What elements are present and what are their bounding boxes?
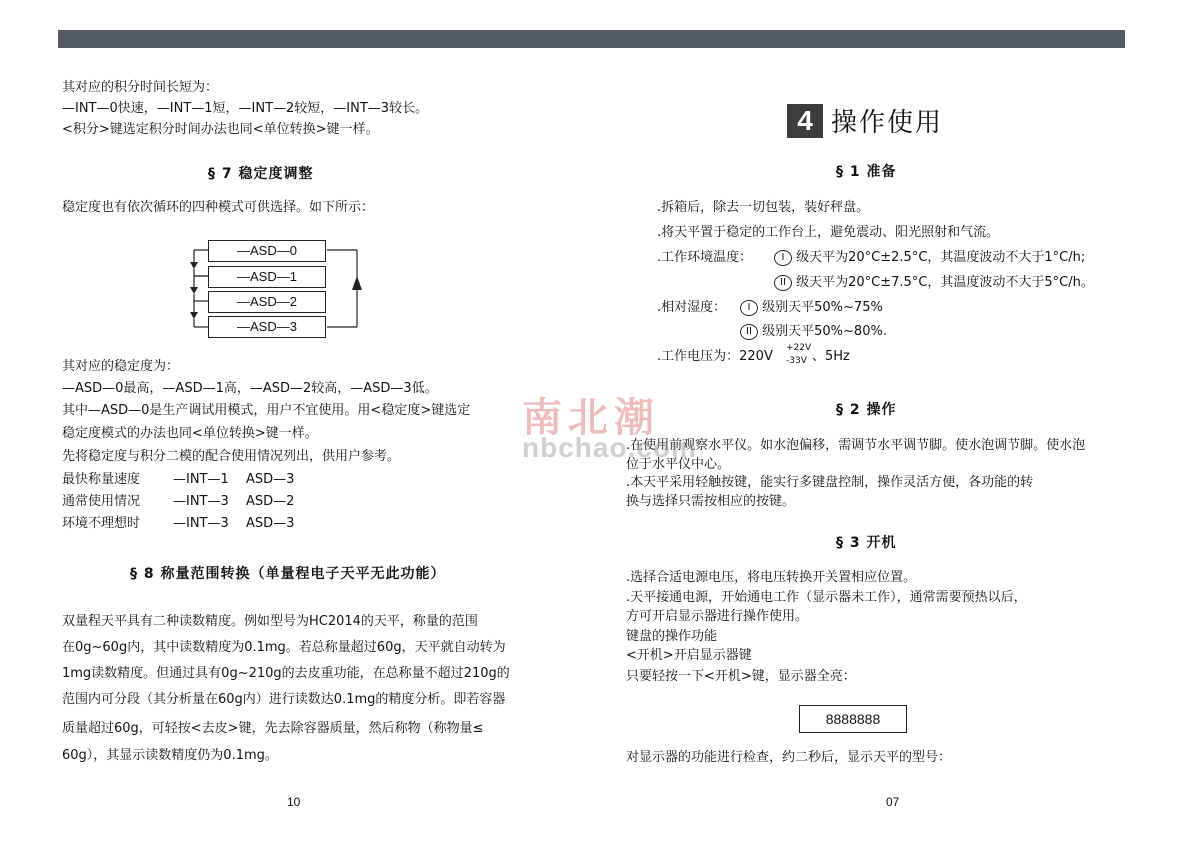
humidity-class-2-text: 级别天平50%~80%. xyxy=(762,324,887,339)
class-2-mark: II xyxy=(774,275,792,291)
section-8-title: § 8 称量范围转换（单量程电子天平无此功能） xyxy=(130,566,446,582)
combo-row-asd: ASD—2 xyxy=(246,494,295,509)
temp-class-1-text: 级天平为20°C±2.5°C，其温度波动不大于1°C/h; xyxy=(796,250,1086,265)
chapter-title: 操作使用 xyxy=(831,108,944,138)
asd-mode-box: —ASD—0 xyxy=(208,240,326,262)
section-3-line: 只要轻按一下<开机>键，显示器全亮： xyxy=(626,669,856,684)
section-3-line: <开机>开启显示器键 xyxy=(626,648,752,663)
temp-class-1 xyxy=(774,247,1085,268)
section-3-title: § 3 开机 xyxy=(836,535,897,551)
class-1-mark: I xyxy=(774,250,792,266)
section-8-line: 1mg读数精度。但通过具有0g~210g的去皮重功能，在总称量不超过210g的 xyxy=(62,666,510,681)
humidity-class-1-text: 级别天平50%~75% xyxy=(762,300,883,315)
section-3-line: 方可开启显示器进行操作使用。 xyxy=(626,609,809,624)
section-2-title: § 2 操作 xyxy=(836,402,897,418)
combo-row-int: —INT—1 xyxy=(173,472,229,487)
combo-row-label: 环境不理想时 xyxy=(62,516,141,531)
watermark-cn: 南北潮 xyxy=(522,394,660,441)
section-1-line: .将天平置于稳定的工作台上，避免震动、阳光照射和气流。 xyxy=(657,225,1000,240)
section-2-line: 换与选择只需按相应的按键。 xyxy=(626,494,796,509)
page-number-right: 07 xyxy=(886,795,900,809)
section-8-line: 60g），其显示读数精度仍为0.1mg。 xyxy=(62,748,278,763)
asd-mode-box: —ASD—3 xyxy=(208,316,326,338)
section-7-line: 其对应的稳定度为： xyxy=(62,359,180,374)
section-7-line: —ASD—0最高，—ASD—1高，—ASD—2较高，—ASD—3低。 xyxy=(62,381,438,396)
asd-mode-box: —ASD—2 xyxy=(208,291,326,313)
section-8-line: 质量超过60g，可轻按<去皮>键，先去除容器质量，然后称物（称物量≤ xyxy=(62,721,484,736)
combo-row-int: —INT—3 xyxy=(173,494,229,509)
temp-class-2 xyxy=(774,272,1094,293)
section-7-intro: 稳定度也有依次循环的四种模式可供选择。如下所示： xyxy=(62,200,375,215)
final-line: 对显示器的功能进行检查，约二秒后，显示天平的型号： xyxy=(626,750,952,765)
intro-line: 其对应的积分时间长短为： xyxy=(62,80,219,95)
class-2-mark: II xyxy=(740,324,758,340)
combo-row-asd: ASD—3 xyxy=(246,516,295,531)
section-8-line: 双量程天平具有二种读数精度。例如型号为HC2014的天平，称量的范围 xyxy=(62,614,478,629)
chapter-heading xyxy=(787,102,943,139)
humidity-class-2 xyxy=(740,321,887,342)
chapter-number: 4 xyxy=(787,104,823,138)
section-2-line: .本天平采用轻触按键，能实行多键盘控制，操作灵活方便，各功能的转 xyxy=(626,475,1034,490)
watermark-en: nbchao.com xyxy=(522,432,697,463)
section-8-line: 在0g~60g内，其中读数精度为0.1mg。若总称量超过60g，天平就自动转为 xyxy=(62,640,506,655)
combo-row-label: 通常使用情况 xyxy=(62,494,141,509)
intro-line: <积分>键选定积分时间办法也同<单位转换>键一样。 xyxy=(62,122,379,137)
section-2-line: 位于水平仪中心。 xyxy=(626,457,731,472)
intro-line: —INT—0快速，—INT—1短，—INT—2较短，—INT—3较长。 xyxy=(62,101,429,116)
temp-class-2-text: 级天平为20°C±7.5°C，其温度波动不大于5°C/h。 xyxy=(796,275,1094,290)
section-7-line: 其中—ASD—0是生产调试用模式，用户不宜使用。用<稳定度>键选定 xyxy=(62,403,471,418)
section-3-line: .选择合适电源电压，将电压转换开关置相应位置。 xyxy=(626,570,917,585)
humidity-class-1 xyxy=(740,297,883,318)
watermark xyxy=(522,386,697,463)
voltage-label: .工作电压为：220V xyxy=(657,349,773,364)
section-1-line: .拆箱后，除去一切包装，装好秤盘。 xyxy=(657,200,870,215)
section-2-line: .在使用前观察水平仪。如水泡偏移，需调节水平调节脚。使水泡调节脚。使水泡 xyxy=(626,438,1086,453)
section-7-line: 稳定度模式的办法也同<单位转换>键一样。 xyxy=(62,426,318,441)
combo-row-asd: ASD—3 xyxy=(246,472,295,487)
class-1-mark: I xyxy=(740,300,758,316)
section-7-title: § 7 稳定度调整 xyxy=(208,166,314,182)
temp-label: .工作环境温度： xyxy=(657,250,753,265)
section-1-title: § 1 准备 xyxy=(836,164,897,180)
page-number-left: 10 xyxy=(287,795,301,809)
section-3-line: .天平接通电源，开始通电工作（显示器未工作），通常需要预热以后， xyxy=(626,590,1027,605)
voltage-tail: 、5Hz xyxy=(812,349,850,364)
humidity-label: .相对湿度： xyxy=(657,300,727,315)
combo-row-int: —INT—3 xyxy=(173,516,229,531)
asd-mode-box: —ASD—1 xyxy=(208,266,326,288)
section-3-line: 键盘的操作功能 xyxy=(626,629,718,644)
combo-row-label: 最快称量速度 xyxy=(62,472,141,487)
header-bar xyxy=(58,30,1125,48)
section-7-line: 先将稳定度与积分二模的配合使用情况列出，供用户参考。 xyxy=(62,449,401,464)
voltage-plus: +22V xyxy=(786,343,812,353)
voltage-minus: -33V xyxy=(786,356,807,366)
section-8-line: 范围内可分段（其分析量在60g内）进行读数达0.1mg的精度分析。即若容器 xyxy=(62,692,506,707)
display-readout: 8888888 xyxy=(799,705,907,733)
